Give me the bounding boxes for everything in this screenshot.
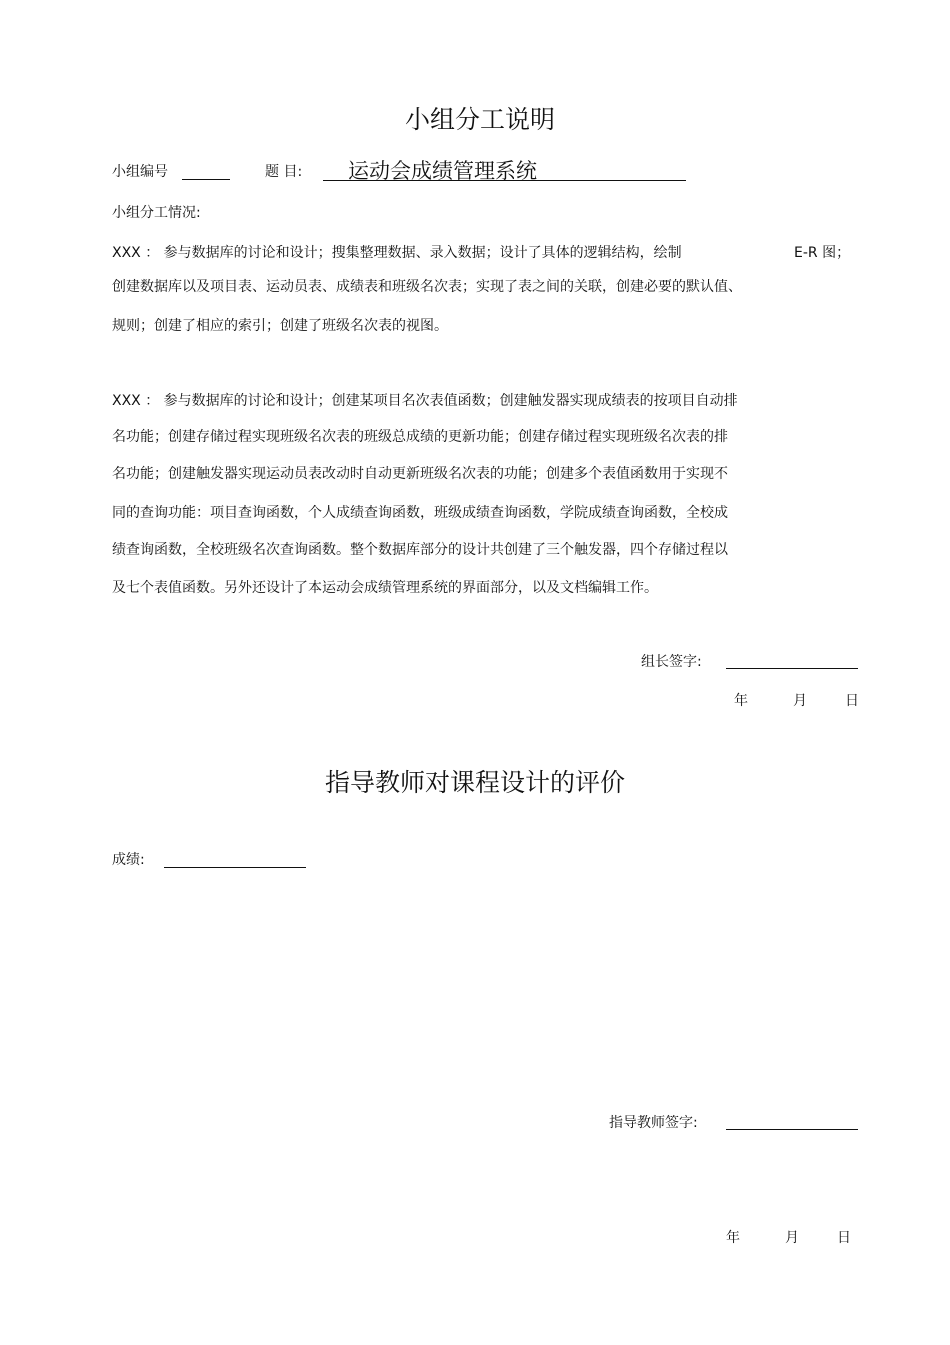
member1-line1-er: E-R 图； (794, 245, 851, 261)
date1-year: 年 (734, 693, 748, 709)
date1-day: 日 (845, 693, 859, 709)
leader-sign-field[interactable] (726, 668, 858, 669)
date1-month: 月 (793, 693, 807, 709)
section1-title: 小组分工说明 (404, 105, 555, 134)
leader-sign-label: 组长签字: (641, 654, 702, 670)
teacher-sign-label: 指导教师签字: (609, 1115, 698, 1131)
teacher-sign-field[interactable] (726, 1129, 858, 1130)
member1-line3: 规则；创建了相应的索引；创建了班级名次表的视图。 (112, 318, 448, 334)
topic-value: 运动会成绩管理系统 (348, 159, 537, 183)
member2-line2: 名功能；创建存储过程实现班级名次表的班级总成绩的更新功能；创建存储过程实现班级名次表的排 (112, 429, 728, 445)
score-label: 成绩: (112, 852, 145, 868)
date2-day: 日 (837, 1230, 851, 1246)
topic-underline (323, 180, 686, 181)
section2-title: 指导教师对课程设计的评价 (324, 768, 625, 797)
member2-line4: 同的查询功能：项目查询函数，个人成绩查询函数，班级成绩查询函数，学院成绩查询函数，全校成 (112, 505, 728, 521)
member2-line1: XXX ： 参与数据库的讨论和设计；创建某项目名次表值函数；创建触发器实现成绩表的按项目自动排 (112, 393, 738, 409)
date2-year: 年 (726, 1230, 740, 1246)
member1-line1: XXX ： 参与数据库的讨论和设计；搜集整理数据、录入数据；设计了具体的逻辑结构，绘制 (112, 245, 682, 261)
score-field[interactable] (164, 867, 306, 868)
group-number-field[interactable] (182, 179, 230, 180)
member2-line3: 名功能；创建触发器实现运动员表改动时自动更新班级名次表的功能；创建多个表值函数用于实现不 (112, 466, 728, 482)
division-label: 小组分工情况: (112, 205, 201, 221)
member2-line6: 及七个表值函数。另外还设计了本运动会成绩管理系统的界面部分，以及文档编辑工作。 (112, 580, 658, 596)
group-number-label: 小组编号 (112, 164, 168, 180)
topic-label: 题 目: (265, 164, 303, 180)
member1-line2: 创建数据库以及项目表、运动员表、成绩表和班级名次表；实现了表之间的关联，创建必要的默认值、 (112, 279, 742, 295)
date2-month: 月 (785, 1230, 799, 1246)
member2-line5: 绩查询函数，全校班级名次查询函数。整个数据库部分的设计共创建了三个触发器，四个存储过程以 (112, 542, 728, 558)
